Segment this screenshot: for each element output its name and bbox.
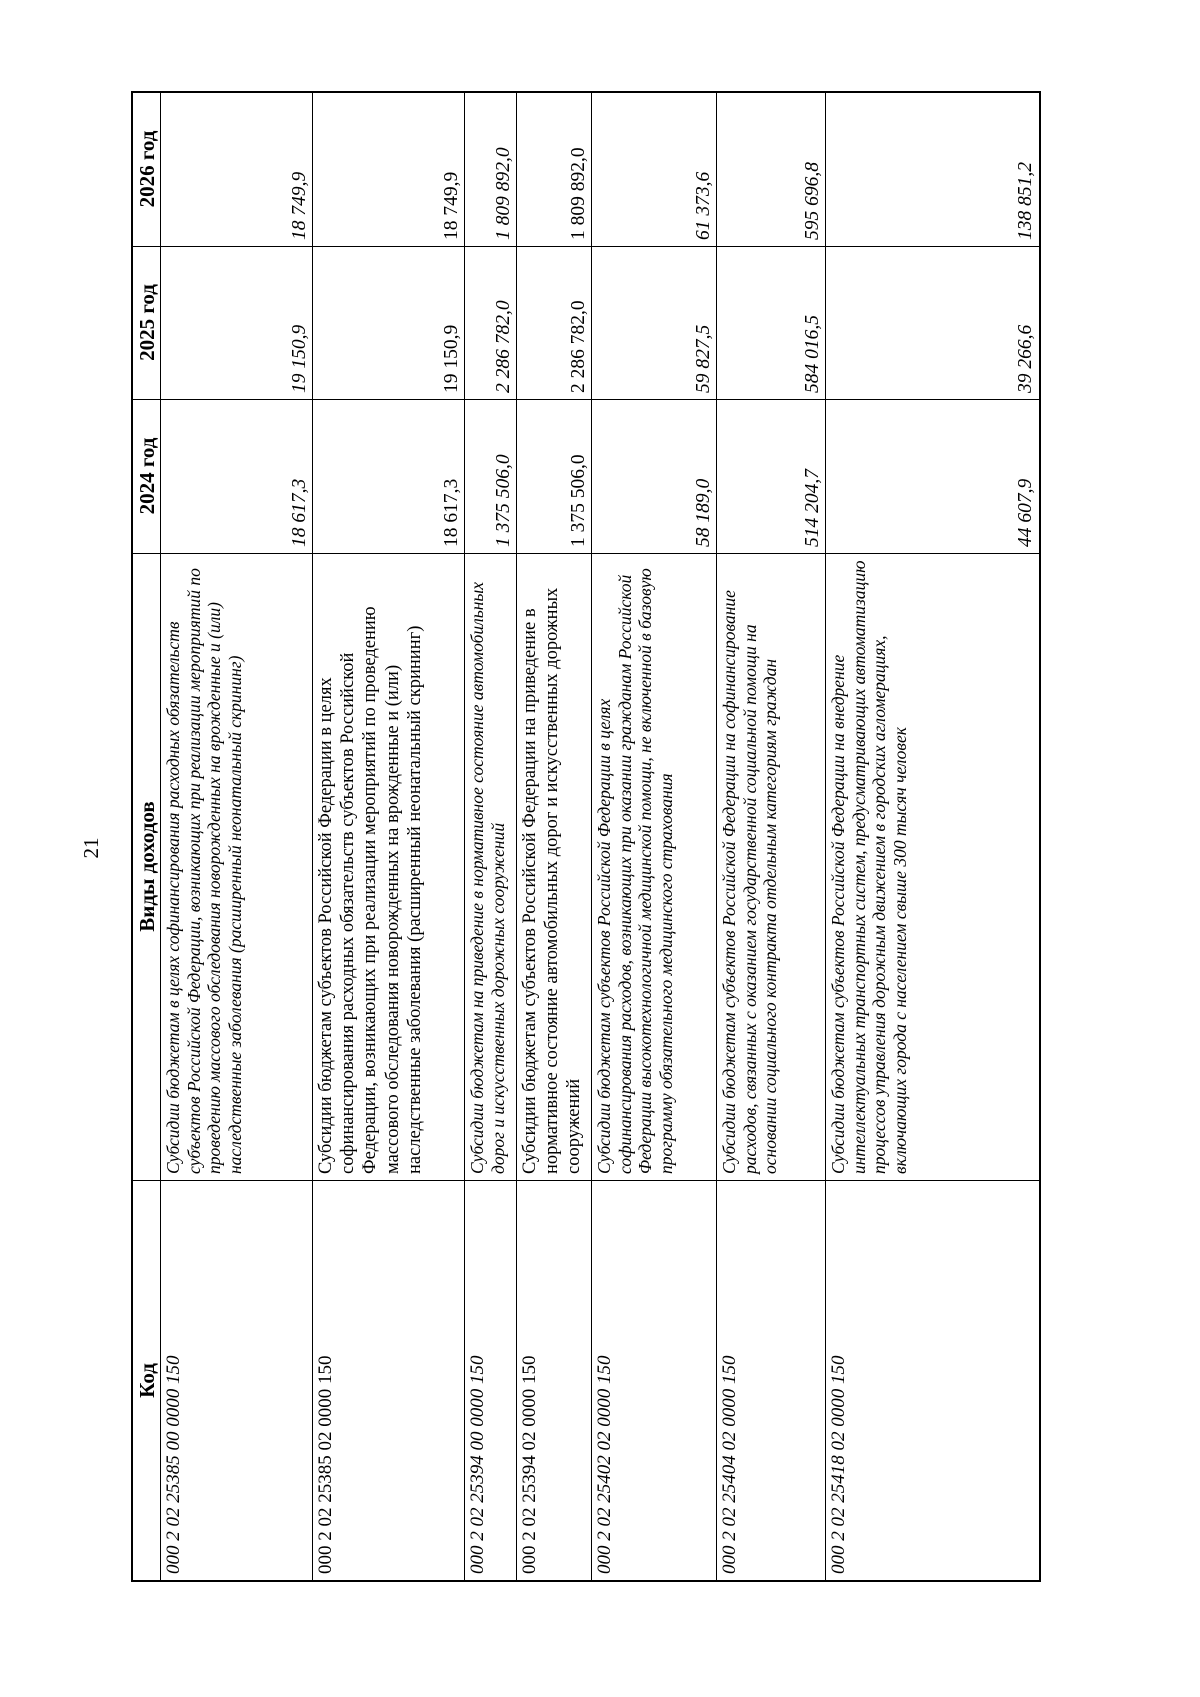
y2024-value: 44 607,9 bbox=[1014, 478, 1036, 547]
y2025-value: 2 286 782,0 bbox=[492, 300, 514, 393]
header-label: Код bbox=[134, 1363, 159, 1398]
y2025-cell bbox=[517, 247, 591, 400]
y2026-value: 595 696,8 bbox=[801, 162, 823, 240]
code-text: 000 2 02 25402 02 0000 150 bbox=[594, 1355, 615, 1574]
y2024-value: 18 617,3 bbox=[440, 478, 462, 547]
y2025-cell bbox=[826, 247, 1039, 400]
description-text: Субсидии бюджетам субъектов Российской Федерации в целях софинансирования расходов, возникающих при оказании гражданам Российской Федерации высокотехнологичной медицинской помощи, не включенной в базовую программу обязательного медицинского страхования bbox=[594, 568, 676, 1174]
y2024-value: 1 375 506,0 bbox=[567, 454, 589, 547]
y2026-value: 1 809 892,0 bbox=[567, 147, 589, 240]
y2025-value: 59 827,5 bbox=[692, 324, 714, 393]
header-label: 2024 год bbox=[134, 437, 159, 515]
y2025-value: 39 266,6 bbox=[1014, 324, 1036, 393]
code-cell bbox=[161, 1181, 312, 1580]
description-cell bbox=[465, 554, 516, 1181]
code-text: 000 2 02 25418 02 0000 150 bbox=[828, 1355, 849, 1574]
header-label: 2026 год bbox=[134, 130, 159, 208]
y2026-value: 61 373,6 bbox=[692, 171, 714, 240]
header-label: Виды доходов bbox=[134, 801, 159, 932]
y2024-cell bbox=[161, 400, 312, 554]
y2025-cell bbox=[717, 247, 825, 400]
y2024-cell bbox=[717, 400, 825, 554]
y2025-value: 584 016,5 bbox=[801, 315, 823, 393]
y2026-value: 138 851,2 bbox=[1014, 162, 1036, 240]
description-text: Субсидии бюджетам субъектов Российской Федерации на внедрение интеллектуальных транспортных систем, предусматривающих автоматизацию процессов управления дорожным движением в городских агломерациях, включающих города с населением свыше 300 тысяч человек bbox=[828, 560, 910, 1174]
y2026-value: 18 749,9 bbox=[440, 171, 462, 240]
description-text: Субсидии бюджетам в целях софинансирования расходных обязательств субъектов Российской Федерации, возникающих при реализации мероприятий по проведению массового обследования новорожденных на врожденные и (или) наследственные заболевания (расширенный неонатальный скрининг) bbox=[163, 568, 245, 1174]
table-row bbox=[313, 93, 465, 1580]
y2025-cell bbox=[161, 247, 312, 400]
y2026-cell bbox=[517, 93, 591, 247]
y2025-value: 19 150,9 bbox=[288, 324, 310, 393]
y2026-cell bbox=[826, 93, 1039, 247]
description-text: Субсидии бюджетам на приведение в нормативное состояние автомобильных дорог и искусственных дорожных сооружений bbox=[467, 581, 508, 1174]
y2024-value: 58 189,0 bbox=[692, 478, 714, 547]
header-label: 2025 год bbox=[134, 284, 159, 361]
code-cell bbox=[517, 1181, 591, 1580]
y2026-cell bbox=[465, 93, 516, 247]
y2024-value: 18 617,3 bbox=[288, 478, 310, 547]
y2026-value: 1 809 892,0 bbox=[492, 147, 514, 240]
table-row bbox=[161, 93, 313, 1580]
code-cell bbox=[717, 1181, 825, 1580]
description-cell bbox=[717, 554, 825, 1181]
code-text: 000 2 02 25404 02 0000 150 bbox=[719, 1355, 740, 1574]
header-cell bbox=[133, 247, 160, 400]
description-cell bbox=[826, 554, 1039, 1181]
y2024-cell bbox=[826, 400, 1039, 554]
description-cell bbox=[313, 554, 464, 1181]
y2024-value: 1 375 506,0 bbox=[492, 454, 514, 547]
description-text: Субсидии бюджетам субъектов Российской Федерации в целях софинансирования расходных обязательств субъектов Российской Федерации, возникающих при реализации мероприятий по проведению массового обследования новорожденных на врожденные и (или) наследственные заболевания (расширенный неонатальный скрининг) bbox=[316, 606, 425, 1174]
code-cell bbox=[465, 1181, 516, 1580]
revenue-table bbox=[131, 91, 1041, 1582]
code-text: 000 2 02 25385 00 0000 150 bbox=[163, 1355, 184, 1574]
code-cell bbox=[826, 1181, 1039, 1580]
code-text: 000 2 02 25385 02 0000 150 bbox=[315, 1355, 336, 1574]
header-cell bbox=[133, 400, 160, 554]
description-cell bbox=[592, 554, 716, 1181]
y2024-value: 514 204,7 bbox=[801, 469, 823, 547]
y2026-cell bbox=[717, 93, 825, 247]
description-cell bbox=[517, 554, 591, 1181]
table-row bbox=[592, 93, 717, 1580]
table-row bbox=[717, 93, 826, 1580]
y2025-cell bbox=[592, 247, 716, 400]
header-cell bbox=[133, 554, 160, 1181]
y2025-cell bbox=[313, 247, 464, 400]
table-row bbox=[465, 93, 517, 1580]
code-cell bbox=[592, 1181, 716, 1580]
y2026-cell bbox=[161, 93, 312, 247]
code-text: 000 2 02 25394 02 0000 150 bbox=[519, 1355, 540, 1574]
y2025-cell bbox=[465, 247, 516, 400]
code-cell bbox=[313, 1181, 464, 1580]
table-row bbox=[517, 93, 592, 1580]
y2026-cell bbox=[313, 93, 464, 247]
table-row bbox=[826, 93, 1039, 1580]
y2024-cell bbox=[592, 400, 716, 554]
header-cell bbox=[133, 1181, 160, 1580]
y2026-cell bbox=[592, 93, 716, 247]
y2025-value: 19 150,9 bbox=[440, 324, 462, 393]
page-number: 21 bbox=[79, 837, 103, 859]
y2024-cell bbox=[517, 400, 591, 554]
description-text: Субсидии бюджетам субъектов Российской Федерации на софинансирование расходов, связанных с оказанием государственной социальной помощи на основании социального контракта отдельным категориям граждан bbox=[719, 590, 781, 1174]
y2025-value: 2 286 782,0 bbox=[567, 300, 589, 393]
description-cell bbox=[161, 554, 312, 1181]
table-header-row bbox=[133, 93, 161, 1580]
header-cell bbox=[133, 93, 160, 247]
y2024-cell bbox=[465, 400, 516, 554]
description-text: Субсидии бюджетам субъектов Российской Федерации на приведение в нормативное состояние автомобильных дорог и искусственных дорожных сооружений bbox=[520, 587, 585, 1174]
code-text: 000 2 02 25394 00 0000 150 bbox=[467, 1355, 488, 1574]
y2026-value: 18 749,9 bbox=[288, 171, 310, 240]
y2024-cell bbox=[313, 400, 464, 554]
